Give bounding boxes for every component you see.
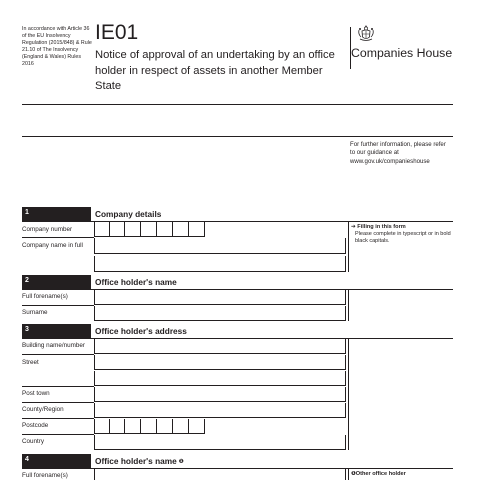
field-label: Post town bbox=[22, 390, 50, 397]
row-rule bbox=[22, 418, 94, 419]
forename-input[interactable] bbox=[94, 290, 346, 305]
section-title: Company details bbox=[95, 209, 162, 219]
section-title: Office holder's name bbox=[95, 277, 177, 287]
section-number: 4 bbox=[22, 454, 91, 468]
guidance-text: For further information, please refer to our guidance at www.gov.uk/companieshouse bbox=[350, 141, 446, 165]
field-label: Surname bbox=[22, 309, 48, 316]
company-name-input[interactable] bbox=[94, 238, 346, 254]
building-input[interactable] bbox=[94, 339, 346, 354]
postcode-input[interactable] bbox=[94, 419, 224, 433]
section-title: Office holder's address bbox=[95, 326, 187, 336]
forename-input-2[interactable] bbox=[94, 469, 346, 480]
section-number: 2 bbox=[22, 275, 91, 289]
section-header bbox=[22, 207, 453, 221]
street-input-line-2[interactable] bbox=[94, 371, 346, 386]
country-input[interactable] bbox=[94, 435, 346, 450]
field-label: Full forename(s) bbox=[22, 472, 68, 479]
row-rule bbox=[22, 434, 94, 435]
note-divider bbox=[348, 469, 349, 480]
header-rule bbox=[22, 136, 453, 137]
row-rule bbox=[22, 237, 94, 238]
street-input[interactable] bbox=[94, 355, 346, 370]
row-rule bbox=[22, 402, 94, 403]
note-divider bbox=[348, 222, 349, 272]
info-marker-icon: ❶ bbox=[351, 471, 356, 477]
post-town-input[interactable] bbox=[94, 387, 346, 402]
row-rule bbox=[22, 305, 94, 306]
field-label: Full forename(s) bbox=[22, 293, 68, 300]
royal-crest-icon bbox=[357, 24, 375, 44]
field-label: Company number bbox=[22, 226, 73, 233]
section-header bbox=[22, 454, 453, 468]
form-code: IE01 bbox=[95, 21, 139, 44]
surname-input[interactable] bbox=[94, 306, 346, 321]
arrow-right-icon: ➔ bbox=[351, 224, 356, 230]
info-marker-icon: ❶ bbox=[178, 459, 184, 465]
other-office-holder-note: ❶Other office holder bbox=[351, 471, 406, 477]
note-divider bbox=[348, 339, 349, 450]
row-rule bbox=[22, 354, 94, 355]
row-rule bbox=[22, 386, 94, 387]
field-label: County/Region bbox=[22, 406, 64, 413]
legal-basis-text: In accordance with Article 36 of the EU Insolvency Regulation (2015/848) & Rule 21.10 of The Insolvency (England & Wales) Rules 2016 bbox=[22, 26, 92, 67]
field-label: Postcode bbox=[22, 422, 49, 429]
county-input[interactable] bbox=[94, 403, 346, 418]
section-title: Office holder's name ❶ bbox=[95, 456, 184, 466]
note-divider bbox=[348, 290, 349, 321]
form-title: Notice of approval of an undertaking by an office holder in respect of assets in another Member State bbox=[95, 49, 335, 92]
section-number: 1 bbox=[22, 207, 91, 221]
section-number: 3 bbox=[22, 324, 91, 338]
field-label: Company name in full bbox=[22, 242, 83, 249]
field-label: Building name/number bbox=[22, 342, 86, 349]
filling-in-note: ➔ Filling in this form Please complete in typescript or in bold black capitals. bbox=[351, 224, 451, 244]
brand-name: Companies House bbox=[351, 46, 453, 60]
company-number-input[interactable] bbox=[94, 222, 224, 236]
company-name-input-line-2[interactable] bbox=[94, 256, 346, 272]
header-rule bbox=[22, 104, 453, 105]
section-header bbox=[22, 275, 453, 289]
section-rule bbox=[22, 221, 453, 222]
field-label: Street bbox=[22, 359, 39, 366]
field-label: Country bbox=[22, 438, 45, 445]
section-header bbox=[22, 324, 453, 338]
